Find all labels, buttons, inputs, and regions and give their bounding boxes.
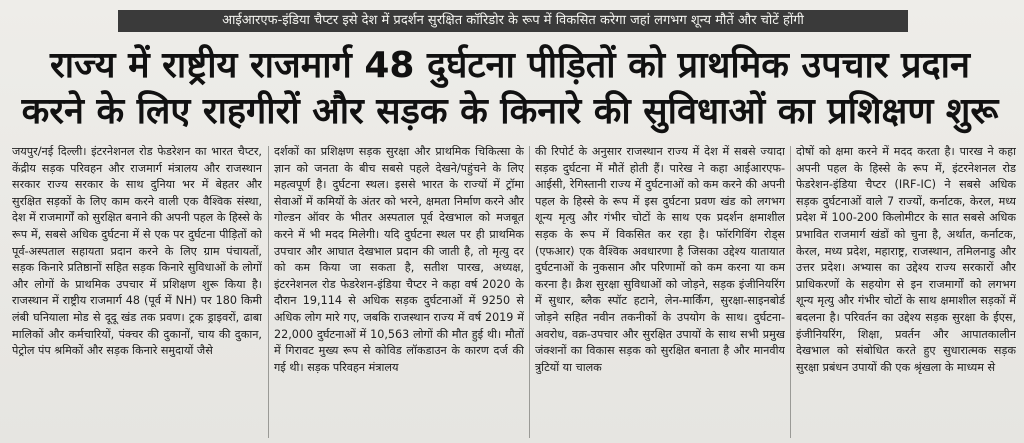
headline-line-2: करने के लिए राहगीरों और सड़क के किनारे की सुविधाओं का प्रशिक्षण शुरू — [21, 91, 999, 132]
body-column-2: दर्शकों का प्रशिक्षण सड़क सुरक्षा और प्राथमिक चिकित्सा के ज्ञान को जनता के बीच सबसे पहले देखने/पहुंचने के लिए महत्वपूर्ण है। दुर्घटना स्थल। इससे भारत के राज्यों में ट्रॉमा सेवाओं में कमियों के अंतर को भरने, क्षमता निर्माण करने और गोल्डन ऑवर के भीतर अस्पताल पूर्व देखभाल को मजबूत करने में भी मदद मिलेगी। यदि दुर्घटना स्थल पर ही प्राथमिक उपचार और आघात देखभाल प्रदान की जाती है, तो मृत्यु दर को कम किया जा सकता है, सतीश पारख, अध्यक्ष, इंटरनेशनल रोड फेडरेशन-इंडिया चैप्टर ने कहा वर्ष 2020 के दौरान 19,114 से अधिक सड़क दुर्घटनाओं में 9250 से अधिक लोग मारे गए, जबकि राजस्थान राज्य में वर्ष 2019 में 22,000 दुर्घटनाओं में 10,563 लोगों की मौत हुई थी। मौतों में गिरावट मुख्य रूप से कोविड लॉकडाउन के कारण दर्ज की गई थी। सड़क परिवहन मंत्रालय — [274, 145, 524, 374]
article-body — [12, 144, 1016, 440]
headline-line-1: राज्य में राष्ट्रीय राजमार्ग 48 दुर्घटना पीड़ितों को प्राथमिक उपचार प्रदान — [50, 45, 970, 86]
kicker-strap: आईआरएफ-इंडिया चैप्टर इसे देश में प्रदर्शन सुरक्षित कॉरिडोर के रूप में विकसित करेगा जहां लगभग शून्य मौतें और चोटें होंगी — [118, 10, 908, 32]
body-column-4: दोषों को क्षमा करने में मदद करता है। पारख ने कहा अपनी पहल के हिस्से के रूप में, इंटरनेशनल रोड फेडरेशन-इंडिया चैप्टर (IRF-IC) ने सबसे अधिक सड़क दुर्घटनाओं वाले 7 राज्यों, कर्नाटक, केरल, मध्य प्रदेश में 100-200 किलोमीटर के सात सबसे अधिक प्रभावित राजमार्ग खंडों को चुना है, अर्थात, कर्नाटक, केरल, मध्य प्रदेश, महाराष्ट्र, राजस्थान, तमिलनाडु और उत्तर प्रदेश। अभ्यास का उद्देश्य राज्य सरकारों और प्राधिकरणों के सहयोग से इन राजमार्गों को लगभग शून्य मृत्यु और गंभीर चोटों के साथ क्षमाशील सड़कों में बदलना है। परिवर्तन का उद्देश्य सड़क सुरक्षा के ईएस, इंजीनियरिंग, शिक्षा, प्रवर्तन और आपातकालीन देखभाल को संबोधित करते हुए सुधारात्मक सड़क सुरक्षा प्रबंधन उपायों की एक श्रृंखला के माध्यम से — [796, 145, 1016, 374]
body-column-3: की रिपोर्ट के अनुसार राजस्थान राज्य में देश में सबसे ज्यादा सड़क दुर्घटना में मौतें होती हैं। पारेख ने कहा आईआरएफ-आईसी, रेगिस्तानी राज्य में दुर्घटनाओं को कम करने की अपनी पहल के हिस्से के रूप में इस दुर्घटना प्रवण खंड को लगभग शून्य मृत्यु और गंभीर चोटों के साथ एक प्रदर्शन क्षमाशील सड़क के रूप में विकसित कर रहा है। फॉरगिविंग रोड्स (एफआर) एक वैश्विक अवधारणा है जिसका उद्देश्य यातायात दुर्घटनाओं के नुकसान और परिणामों को कम करना या कम करना है। क्रैश सुरक्षा सुविधाओं को जोड़ने, सड़क इंजीनियरिंग में सुधार, ब्लैक स्पॉट हटाने, लेन-मार्किंग, सुरक्षा-साइनबोर्ड जोड़ने सहित नवीन तकनीकों के उपयोग के साथ। दुर्घटना-अवरोध, वक्र-उपचार और सुरक्षित उपायों के साथ सभी प्रमुख जंक्शनों का विकास सड़क को सुरक्षित बनाता है और मानवीय त्रुटियों या चालक — [535, 145, 785, 374]
body-column-1: जयपुर/नई दिल्ली। इंटरनेशनल रोड फेडरेशन का भारत चैप्टर, केंद्रीय सड़क परिवहन और राजमार्ग मंत्रालय और राजस्थान सरकार राज्य सरकार के साथ दुनिया भर में बेहतर और सुरक्षित सड़कों के लिए काम करने वाली एक वैश्विक संस्था, देश में राजमार्गों को सुरक्षित बनाने की अपनी पहल के हिस्से के रूप में, सबसे अधिक दुर्घटना में से एक पर दुर्घटना पीड़ितों को पूर्व-अस्पताल सहायता प्रदान करने के लिए ग्राम पंचायतों, सड़क किनारे प्रतिष्ठानों सहित सड़क किनारे सुविधाओं के लोगों और लोगों के प्राथमिक उपचार में प्रशिक्षण शुरू किया है। राजस्थान में राष्ट्रीय राजमार्ग 48 (पूर्व में NH) पर 180 किमी लंबी घनियाला मोड से दूदू खंड तक प्रवण। ट्रक ड्राइवरों, ढाबा मालिकों और कर्मचारियों, पंक्चर की दुकानों, चाय की दुकान, पेट्रोल पंप श्रमिकों और सड़क किनारे समुदायों जैसे — [12, 145, 262, 358]
